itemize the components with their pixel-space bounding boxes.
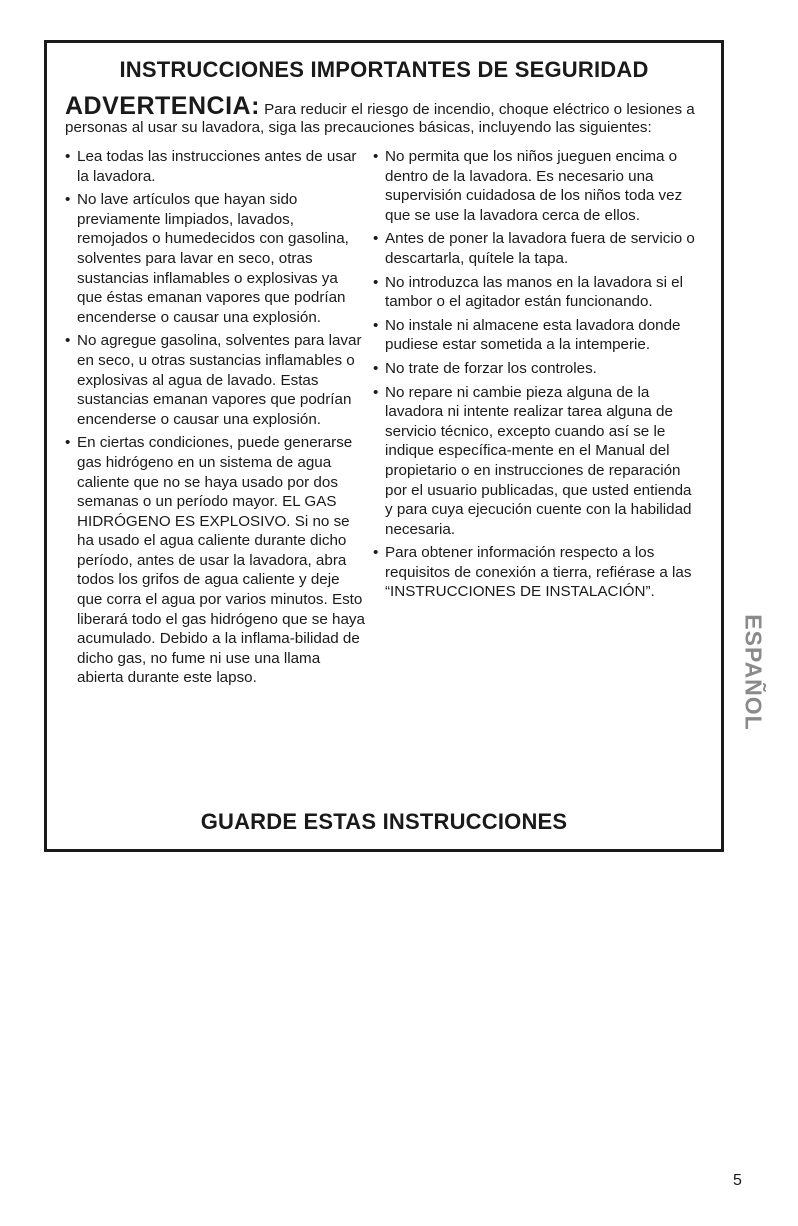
save-instructions-heading: GUARDE ESTAS INSTRUCCIONES <box>200 809 568 834</box>
language-side-tab <box>740 586 767 758</box>
list-item: • En ciertas condiciones, puede generarse gas hidrógeno en un sistema de agua caliente que no se haya usado por dos semanas o un período mayor. EL GAS HIDRÓGENO ES EXPLOSIVO. Si no se ha usado el agua caliente durante dicho período, antes de usar la lavadora, abra todos los grifos de agua caliente y deje que corra el agua por varios minutos. Esto liberará todo el gas hidrógeno que se haya acumulado. Debido a la inflama-bilidad de dicho gas, no fume ni use una llama abierta durante este lapso. <box>65 433 365 688</box>
list-item: • No repare ni cambie pieza alguna de la lavadora ni intente realizar tarea alguna de servicio técnico, excepto cuando así se le indique específica-mente en el Manual del propietario o en instrucciones de reparación por el usuario publicadas, que usted entienda y para cuya ejecución cuente con la habilidad necesaria. <box>373 383 703 540</box>
list-item: • No permita que los niños jueguen encima o dentro de la lavadora. Es necesario una supervisión cuidadosa de los niños toda vez que se use la lavadora cerca de ellos. <box>373 147 703 225</box>
warning-label: ADVERTENCIA: <box>65 92 260 120</box>
list-item: • No trate de forzar los controles. <box>373 359 703 379</box>
language-label: ESPAÑOL <box>740 613 767 731</box>
safety-instructions-box <box>44 40 724 852</box>
list-item: • Antes de poner la lavadora fuera de servicio o descartarla, quítele la tapa. <box>373 229 703 268</box>
list-item: • No agregue gasolina, solventes para lavar en seco, u otras sustancias inflamables o explosivas al agua de lavado. Estas sustancias emanan vapores que podrían encenderse o causar una explosión. <box>65 331 365 429</box>
list-item: • No introduzca las manos en la lavadora si el tambor o el agitador están funcionando. <box>373 273 703 312</box>
list-item: • No instale ni almacene esta lavadora donde pudiese estar sometida a la intemperie. <box>373 316 703 355</box>
instruction-columns <box>65 147 703 692</box>
right-column <box>373 147 703 692</box>
list-item: • No lave artículos que hayan sido previamente limpiados, lavados, remojados o humedecidos con gasolina, solventes para lavar en seco, otras sustancias inflamables o explosivas ya que éstas emanan vapores que podrían encenderse o causar una explosión. <box>65 190 365 327</box>
page-number: 5 <box>733 1172 742 1189</box>
list-item: • Lea todas las instrucciones antes de usar la lavadora. <box>65 147 365 186</box>
list-item: • Para obtener información respecto a los requisitos de conexión a tierra, refiérase a las “INSTRUCCIONES DE INSTALACIÓN”. <box>373 543 703 602</box>
page-title: INSTRUCCIONES IMPORTANTES DE SEGURIDAD <box>119 57 649 82</box>
warning-paragraph <box>65 92 703 137</box>
warning-text: Para reducir el riesgo de incendio, choque eléctrico o lesiones a personas al usar su lavadora, siga las precauciones básicas, incluyendo las siguientes: <box>65 101 695 136</box>
left-column <box>65 147 365 692</box>
